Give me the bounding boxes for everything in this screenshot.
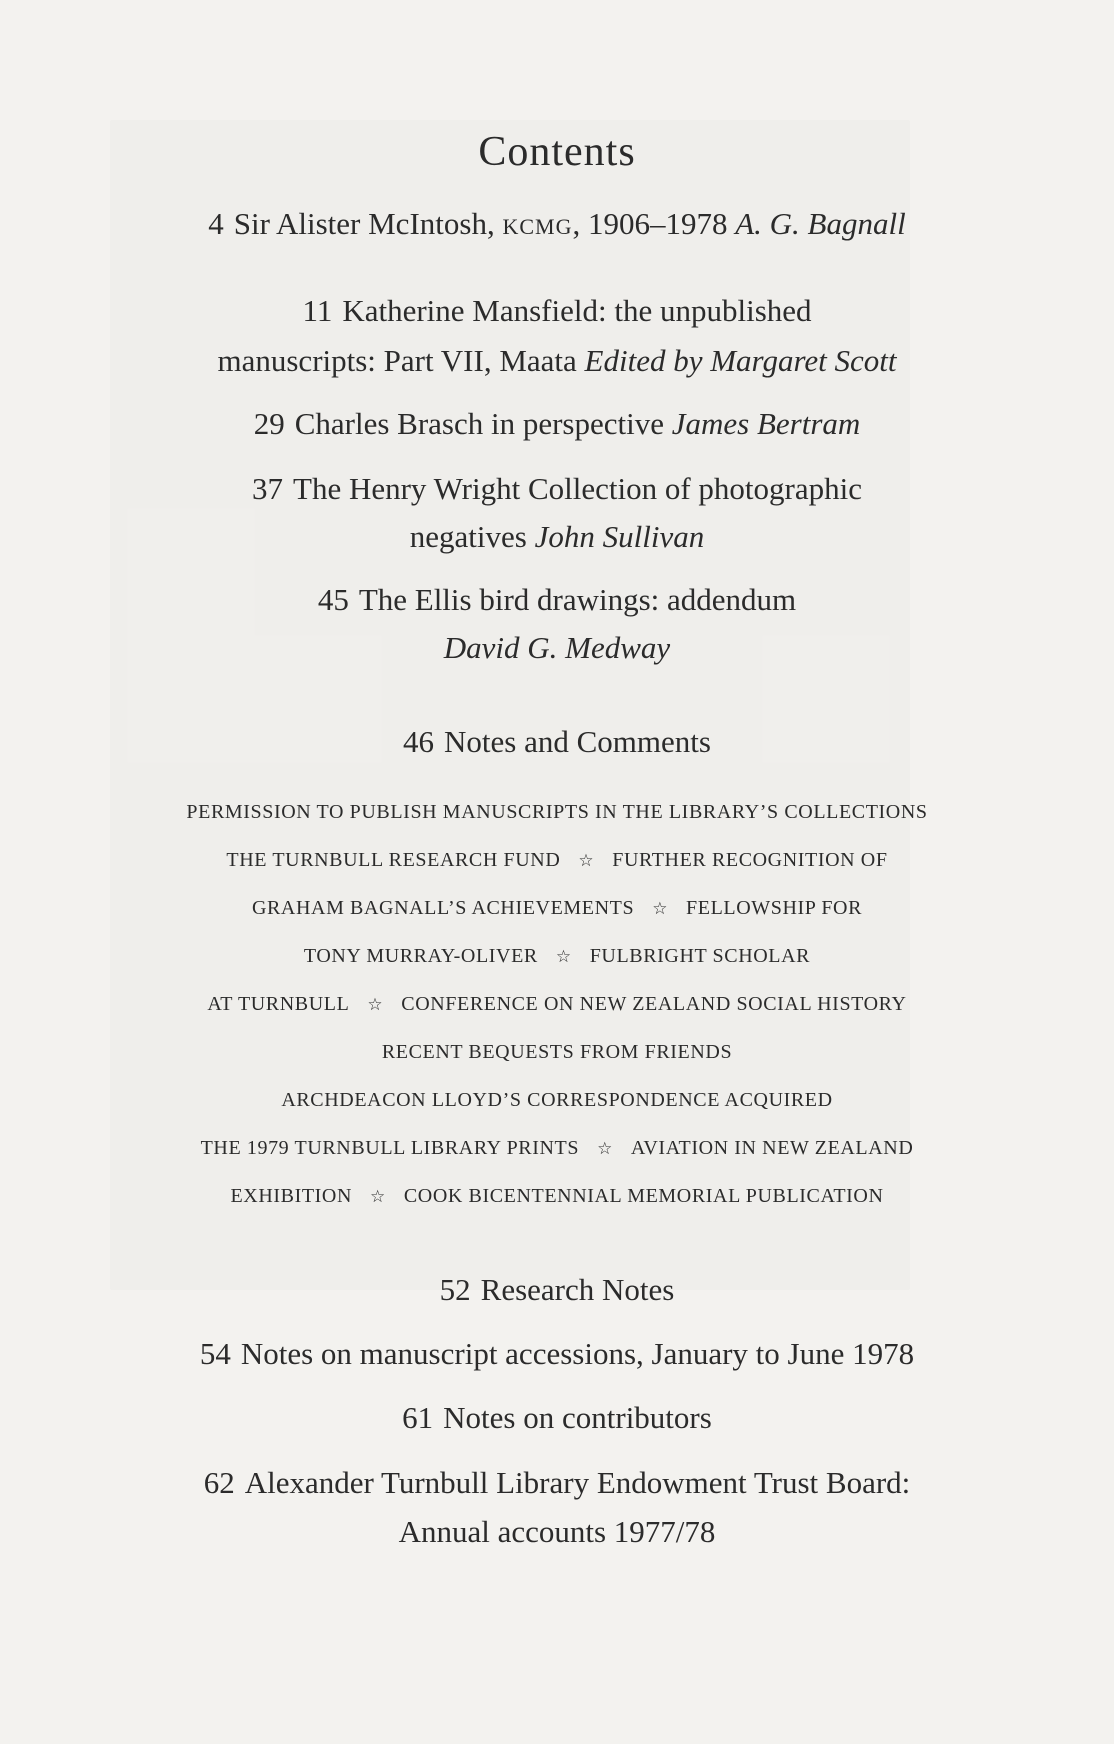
entry-title: Research Notes [480,1272,675,1307]
page-number: 11 [302,293,333,328]
toc-entry-brasch [0,400,1114,448]
notes-line [0,799,1114,825]
star-separator-icon: ☆ [555,947,572,966]
page-number: 54 [199,1336,231,1371]
toc-entry-trust-board-line2 [0,1508,1114,1556]
toc-entry-research-notes [0,1266,1114,1314]
notes-line [0,1183,1114,1210]
notes-item: FURTHER RECOGNITION OF [612,849,888,871]
notes-line [0,847,1114,874]
page-number: 45 [317,582,349,617]
entry-title: The Ellis bird drawings: addendum [358,582,797,617]
notes-line [0,991,1114,1018]
notes-line [0,895,1114,922]
notes-item: ARCHDEACON LLOYD’S CORRESPONDENCE ACQUIRED [281,1089,833,1111]
toc-entry-wright-line2 [0,513,1114,561]
entry-title: Alexander Turnbull Library Endowment Trust Board: [244,1465,911,1500]
toc-entry-mcintosh [0,200,1114,248]
toc-entry-contributors [0,1394,1114,1442]
toc-entry-mansfield-line1 [0,287,1114,335]
toc-entry-manuscript-accessions [0,1330,1114,1378]
entry-title-cont: manuscripts: Part VII, Maata [217,343,577,378]
section-heading: Notes and Comments [444,724,711,759]
entry-title-cont: negatives [409,519,527,554]
star-separator-icon: ☆ [597,1139,613,1158]
page-number: 29 [253,406,285,441]
page-number: 46 [403,724,435,759]
notes-line [0,1135,1114,1162]
entry-author: A. G. Bagnall [735,206,906,241]
toc-entry-ellis-line1 [0,576,1114,624]
notes-item: AT TURNBULL [207,993,350,1015]
notes-item: FULBRIGHT SCHOLAR [589,945,811,967]
notes-item: EXHIBITION [230,1185,353,1207]
entry-author: David G. Medway [443,630,671,665]
entry-title: The Henry Wright Collection of photographic [293,471,862,506]
entry-title-cont: Annual accounts 1977/78 [398,1514,716,1549]
notes-item: PERMISSION TO PUBLISH MANUSCRIPTS IN THE LIBRARY’S COLLECTIONS [186,801,928,823]
notes-line [0,943,1114,970]
notes-item: THE TURNBULL RESEARCH FUND [226,849,561,871]
entry-title: Notes on manuscript accessions, January to June 1978 [240,1336,915,1371]
notes-item: CONFERENCE ON NEW ZEALAND SOCIAL HISTORY [401,993,907,1015]
notes-line [0,1087,1114,1113]
honour-abbrev: kcmg [502,206,573,241]
notes-item: COOK BICENTENNIAL MEMORIAL PUBLICATION [403,1185,884,1207]
entry-title: Katherine Mansfield: the unpublished [342,293,812,328]
notes-item: GRAHAM BAGNALL’S ACHIEVEMENTS [251,897,635,919]
notes-item: TONY MURRAY-OLIVER [303,945,538,967]
entry-title: Sir Alister McIntosh, [233,206,503,241]
entry-title: Notes on contributors [443,1400,712,1435]
entry-title: Charles Brasch in perspective [294,406,664,441]
entry-author: Edited by Margaret Scott [584,343,897,378]
entry-author: James Bertram [671,406,861,441]
star-separator-icon: ☆ [370,1187,386,1206]
page-number: 52 [439,1272,471,1307]
toc-entry-mansfield-line2 [0,337,1114,385]
star-separator-icon: ☆ [652,899,669,918]
page-number: 62 [203,1465,235,1500]
entry-dates: , 1906–1978 [572,206,728,241]
notes-item: RECENT BEQUESTS FROM FRIENDS [381,1041,733,1063]
page-number: 4 [208,206,224,241]
entry-author: John Sullivan [534,519,705,554]
notes-item: AVIATION IN NEW ZEALAND [630,1137,914,1159]
notes-line [0,1039,1114,1065]
page-title: Contents [478,129,636,175]
notes-item: THE 1979 TURNBULL LIBRARY PRINTS [200,1137,580,1159]
star-separator-icon: ☆ [367,995,384,1014]
toc-entry-ellis-line2 [0,624,1114,672]
page-number: 61 [402,1400,434,1435]
toc-entry-notes-and-comments [0,718,1114,766]
notes-item: FELLOWSHIP FOR [686,897,863,919]
star-separator-icon: ☆ [578,851,595,870]
page-number: 37 [252,471,284,506]
toc-entry-trust-board-line1 [0,1459,1114,1507]
toc-entry-wright-line1 [0,465,1114,513]
